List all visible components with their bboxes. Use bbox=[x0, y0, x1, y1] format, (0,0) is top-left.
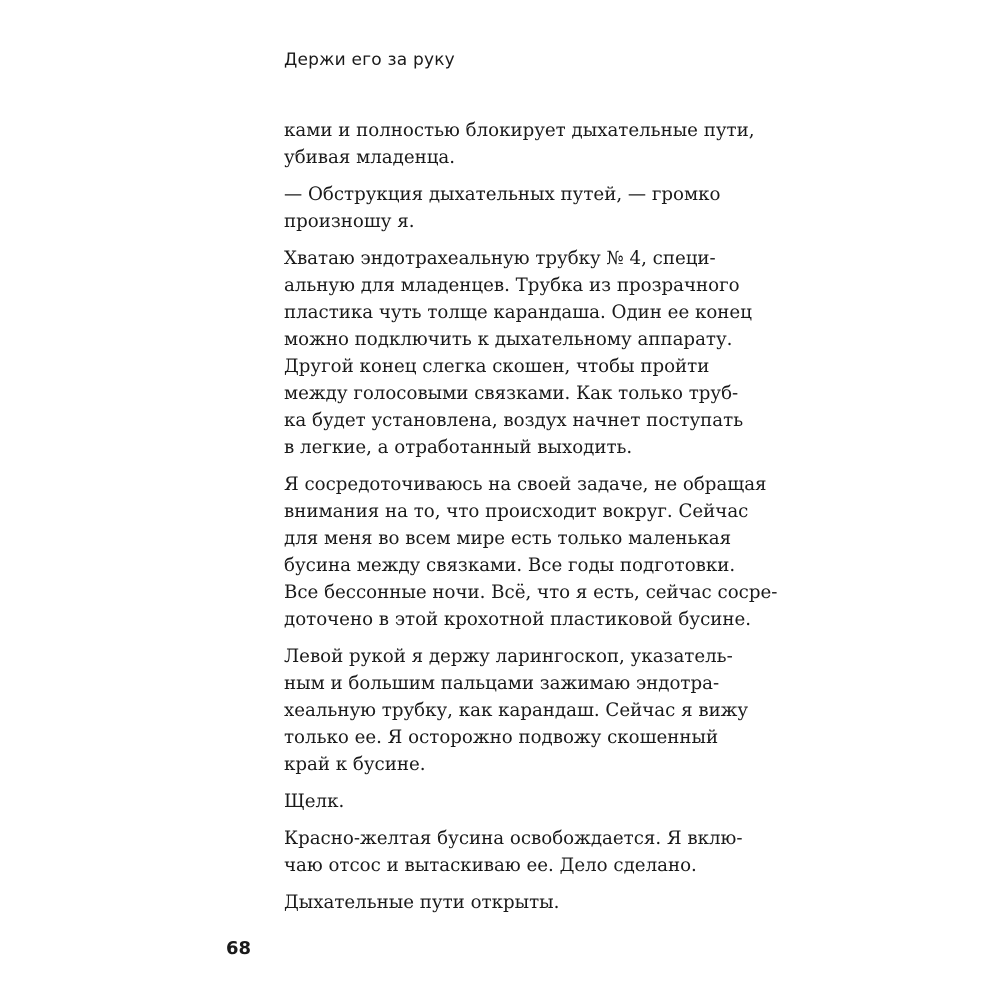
text-line: Дыхательные пути открыты. bbox=[284, 892, 560, 913]
text-line: доточено в этой крохотной пластиковой бусине. bbox=[284, 609, 752, 630]
text-line: можно подключить к дыхательному аппарату. bbox=[284, 329, 733, 350]
paragraph bbox=[284, 471, 778, 633]
text-line: в легкие, а отработанный выходить. bbox=[284, 437, 633, 458]
running-head: Держи его за руку bbox=[284, 50, 455, 70]
text-line: ным и большим пальцами зажимаю эндотра- bbox=[284, 673, 720, 694]
text-line: Левой рукой я держу ларингоскоп, указатель- bbox=[284, 646, 733, 667]
text-line: Щелк. bbox=[284, 791, 345, 812]
paragraph bbox=[284, 788, 724, 815]
body-text bbox=[284, 117, 778, 926]
page-number: 68 bbox=[226, 938, 252, 959]
text-line: Хватаю эндотрахеальную трубку № 4, специ- bbox=[284, 248, 716, 269]
paragraph bbox=[284, 643, 749, 778]
text-line: Я сосредоточиваюсь на своей задаче, не обращая bbox=[284, 474, 767, 495]
text-line: убивая младенца. bbox=[284, 147, 456, 168]
text-line: произношу я. bbox=[284, 211, 415, 232]
paragraph bbox=[284, 825, 743, 879]
text-line: пластика чуть толще карандаша. Один ее конец bbox=[284, 302, 752, 323]
paragraph bbox=[284, 181, 724, 235]
text-line: Все бессонные ночи. Всё, что я есть, сейчас сосре- bbox=[284, 582, 778, 603]
text-line: бусина между связками. Все годы подготовки. bbox=[284, 555, 736, 576]
paragraph bbox=[284, 245, 752, 461]
text-line: между голосовыми связками. Как только труб- bbox=[284, 383, 739, 404]
text-line: ками и полностью блокирует дыхательные пути, bbox=[284, 120, 755, 141]
paragraph bbox=[284, 117, 755, 171]
text-line: край к бусине. bbox=[284, 754, 426, 775]
paragraph bbox=[284, 889, 724, 916]
text-line: — Обструкция дыхательных путей, — громко bbox=[284, 184, 721, 205]
text-line: хеальную трубку, как карандаш. Сейчас я вижу bbox=[284, 700, 749, 721]
text-line: альную для младенцев. Трубка из прозрачного bbox=[284, 275, 740, 296]
text-line: внимания на то, что происходит вокруг. Сейчас bbox=[284, 501, 749, 522]
text-line: ка будет установлена, воздух начнет поступать bbox=[284, 410, 744, 431]
text-line: чаю отсос и вытаскиваю ее. Дело сделано. bbox=[284, 855, 697, 876]
text-line: только ее. Я осторожно подвожу скошенный bbox=[284, 727, 719, 748]
text-line: Другой конец слегка скошен, чтобы пройти bbox=[284, 356, 710, 377]
text-line: Красно-желтая бусина освобождается. Я вклю- bbox=[284, 828, 743, 849]
text-line: для меня во всем мире есть только маленькая bbox=[284, 528, 732, 549]
